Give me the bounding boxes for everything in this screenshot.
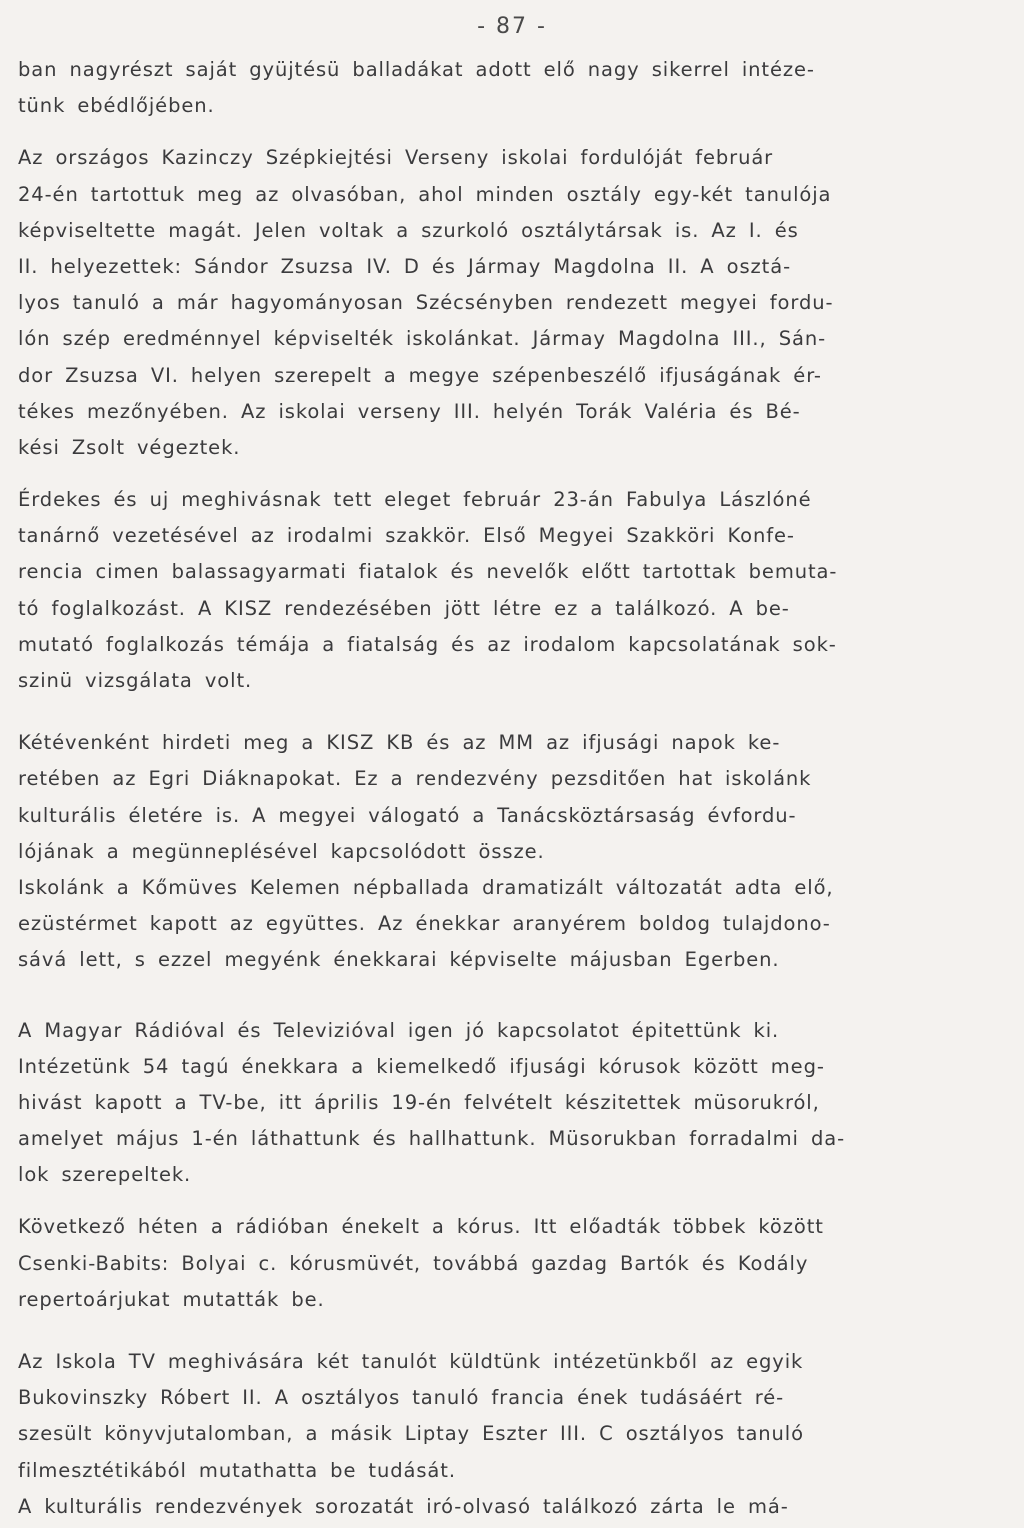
text-line: mutató foglalkozás témája a fiatalság és az irodalom kapcsolatának sok- (18, 632, 837, 656)
text-line: lón szép eredménnyel képviselték iskolánkat. Jármay Magdolna III., Sán- (18, 327, 827, 351)
page-number: - 87 - (477, 14, 547, 39)
text-line: szesült könyvjutalomban, a másik Liptay Eszter III. C osztályos tanuló (18, 1422, 804, 1446)
text-line: sává lett, s ezzel megyénk énekkarai képviselte májusban Egerben. (18, 948, 780, 972)
text-line: A kulturális rendezvények sorozatát iró-olvasó találkozó zárta le má- (18, 1494, 789, 1518)
text-line: filmesztétikából mutathatta be tudását. (18, 1458, 456, 1482)
text-line: kési Zsolt végeztek. (18, 435, 241, 459)
text-line: 24-én tartottuk meg az olvasóban, ahol minden osztály egy-két tanulója (18, 182, 832, 206)
text-line: Következő héten a rádióban énekelt a kórus. Itt előadták többek között (18, 1215, 824, 1239)
text-line: amelyet május 1-én láthattunk és hallhattunk. Müsorukban forradalmi da- (18, 1127, 846, 1151)
text-line: Kétévenként hirdeti meg a KISZ KB és az MM az ifjusági napok ke- (18, 731, 781, 755)
text-line: II. helyezettek: Sándor Zsuzsa IV. D és Jármay Magdolna II. A osztá- (18, 254, 792, 278)
text-line: hivást kapott a TV-be, itt április 19-én felvételt készitettek müsorukról, (18, 1090, 820, 1114)
text-line: Bukovinszky Róbert II. A osztályos tanuló francia ének tudásáért ré- (18, 1386, 785, 1410)
body-text (18, 52, 1008, 1525)
text-line: lyos tanuló a már hagyományosan Szécsényben rendezett megyei fordu- (18, 291, 834, 315)
text-line: Érdekes és uj meghivásnak tett eleget február 23-án Fabulya Lászlóné (18, 488, 812, 512)
text-line: Intézetünk 54 tagú énekkara a kiemelkedő ifjusági kórusok között meg- (18, 1054, 825, 1078)
text-line: lok szerepeltek. (18, 1163, 192, 1187)
text-line: Az országos Kazinczy Szépkiejtési Verseny iskolai fordulóját február (18, 146, 774, 170)
text-line: tünk ebédlőjében. (18, 94, 215, 118)
text-line: ban nagyrészt saját gyüjtésü balladákat adott elő nagy sikerrel intéze- (18, 58, 815, 81)
text-line: tó foglalkozást. A KISZ rendezésében jött létre ez a találkozó. A be- (18, 596, 790, 620)
text-line: lójának a megünneplésével kapcsolódott össze. (18, 839, 545, 863)
text-line: dor Zsuzsa VI. helyen szerepelt a megye szépenbeszélő ifjuságának ér- (18, 363, 822, 387)
text-line: szinü vizsgálata volt. (18, 669, 253, 692)
text-line: Az Iskola TV meghivására két tanulót küldtünk intézetünkből az egyik (18, 1350, 804, 1373)
text-line: A Magyar Rádióval és Televizióval igen jó kapcsolatot épitettünk ki. (18, 1018, 780, 1042)
text-line: retében az Egri Diáknapokat. Ez a rendezvény pezsditően hat iskolánk (18, 767, 812, 791)
text-line: rencia cimen balassagyarmati fiatalok és nevelők előtt tartottak bemuta- (18, 560, 838, 584)
text-line: tékes mezőnyében. Az iskolai verseny III. helyén Torák Valéria és Bé- (18, 399, 801, 423)
text-line: ezüstérmet kapott az együttes. Az énekkar aranyérem boldog tulajdono- (18, 912, 831, 936)
text-line: tanárnő vezetésével az irodalmi szakkör. Első Megyei Szakköri Konfe- (18, 524, 795, 548)
text-line: repertoárjukat mutatták be. (18, 1287, 325, 1311)
text-line: képviseltette magát. Jelen voltak a szurkoló osztálytársak is. Az I. és (18, 218, 799, 242)
text-line: Csenki-Babits: Bolyai c. kórusmüvét, továbbá gazdag Bartók és Kodály (18, 1251, 809, 1275)
text-line: kulturális életére is. A megyei válogató a Tanácsköztársaság évfordu- (18, 803, 797, 827)
text-line: Iskolánk a Kőmüves Kelemen népballada dramatizált változatát adta elő, (18, 875, 834, 899)
